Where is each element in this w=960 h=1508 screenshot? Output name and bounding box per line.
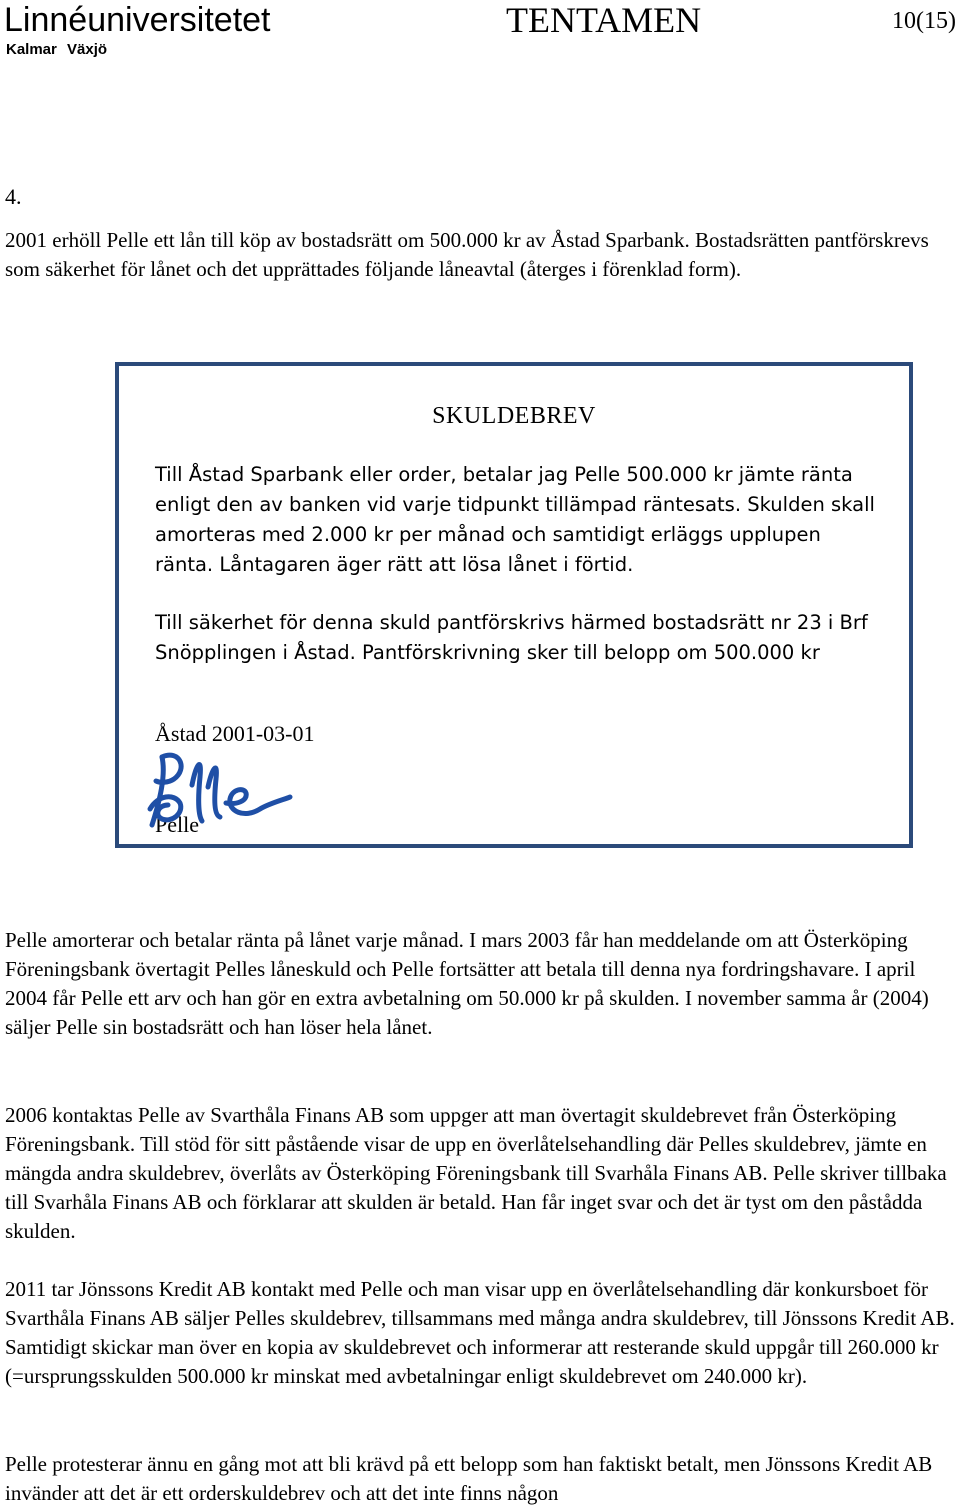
body-paragraph-4: Pelle protesterar ännu en gång mot att bli krävd på ett belopp som han faktiskt betalt, men Jönssons Kredit AB invänder att det är ett orderskuldebrev och att det inte finns någon [5, 1452, 933, 1505]
intro-paragraph: 2001 erhöll Pelle ett lån till köp av bostadsrätt om 500.000 kr av Åstad Sparbank. Bostadsrätten pantförskrevs som säkerhet för lånet och det upprättades följande låneavtal (återges i förenklad form). [5, 228, 929, 281]
signing-place-date: Åstad 2001-03-01 [155, 721, 315, 746]
page-number: 10(15) [892, 8, 956, 34]
promissory-note-terms: Till Åstad Sparbank eller order, betalar jag Pelle 500.000 kr jämte ränta enligt den av banken vid varje tidpunkt tillämpad räntesats. Skulden skall amorteras med 2.000 kr per månad och samtidigt erläggs upplupen ränta. Låntagaren äger rätt att lösa lånet i förtid. [155, 463, 875, 576]
body-paragraph-1: Pelle amorterar och betalar ränta på lånet varje månad. I mars 2003 får han meddelande om att Österköping Föreningsbank övertagit Pelles låneskuld och Pelle fortsätter att betala till denna nya fordringshavare. I april 2004 får Pelle ett arv och han gör en extra avbetalning om 50.000 kr på skulden. I november samma år (2004) säljer Pelle sin bostadsrätt och han löser hela lånet. [5, 928, 929, 1039]
signer-name: Pelle [155, 812, 199, 837]
question-number: 4. [5, 184, 22, 209]
promissory-note-title: SKULDEBREV [432, 403, 596, 429]
exam-title: TENTAMEN [506, 0, 702, 40]
university-name: Linnéuniversitetet [4, 1, 271, 39]
campus-names: Kalmar Växjö [6, 41, 108, 58]
body-paragraph-3: 2011 tar Jönssons Kredit AB kontakt med Pelle och man visar upp en överlåtelsehandling där konkursboet för Svarthåla Finans AB säljer Pelles skuldebrev, tillsammans med många andra skuldebrev, till Jönssons Kredit AB. Samtidigt skickar man över en kopia av skuldebrevet och informerar att resterande skuld uppgår till 260.000 kr (=ursprungsskulden 500.000 kr minskat med avbetalningar enligt skuldebrevet om 240.000 kr). [5, 1277, 955, 1388]
handwritten-signature [140, 745, 295, 835]
promissory-note-security: Till säkerhet för denna skuld pantförskrivs härmed bostadsrätt nr 23 i Brf Snöpplingen i Åstad. Pantförskrivning sker till belopp om 500.000 kr [155, 611, 868, 664]
body-paragraph-2: 2006 kontaktas Pelle av Svarthåla Finans AB som uppger att man övertagit skuldebrevet från Österköping Föreningsbank. Till stöd för sitt påstående visar de upp en överlåtelsehandling där Pelles skuldebrev, jämte en mängda andra skuldebrev, överlåts av Österköping Föreningsbank till Svarhåla Finans AB. Pelle skriver tillbaka till Svarhåla Finans AB och förklarar att skulden är betald. Han får inget svar och det är tyst om den påstådda skulden. [5, 1103, 947, 1243]
